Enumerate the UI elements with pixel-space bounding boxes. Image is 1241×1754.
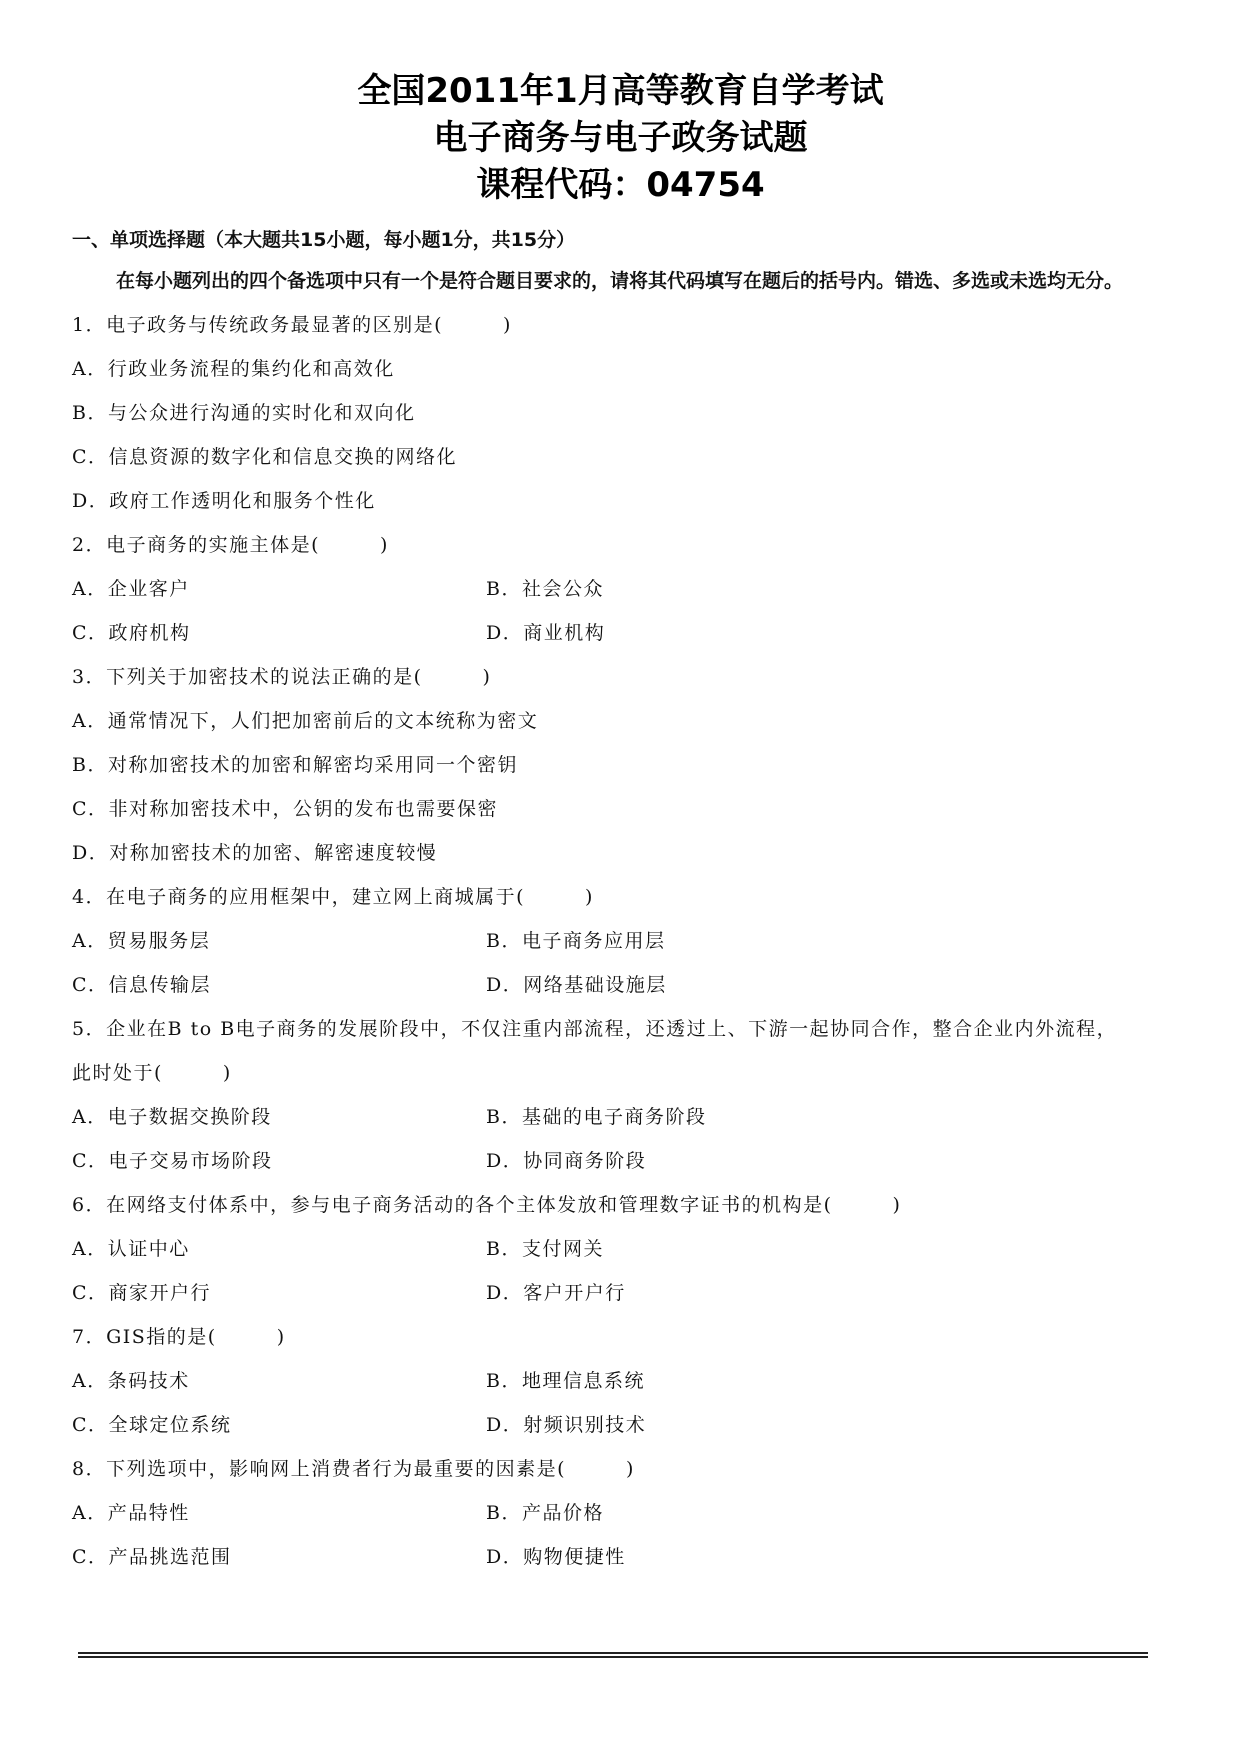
answer-option: A．行政业务流程的集约化和高效化 xyxy=(72,358,395,380)
answer-paren-close: ) xyxy=(380,534,389,556)
answer-option: A．产品特性 xyxy=(72,1502,190,1524)
answer-option-row xyxy=(72,567,1169,611)
answer-option-row xyxy=(72,1403,1169,1447)
answer-paren-close: ) xyxy=(503,314,512,336)
question-stem xyxy=(72,655,1169,699)
question-stem-continued xyxy=(72,1051,1169,1095)
answer-option: C．非对称加密技术中，公钥的发布也需要保密 xyxy=(72,798,499,820)
answer-option-row xyxy=(72,1139,1169,1183)
question-stem xyxy=(72,303,1169,347)
question-text-continued: 此时处于( xyxy=(72,1062,163,1084)
answer-paren-close: ) xyxy=(892,1194,902,1216)
footer-double-rule xyxy=(78,1652,1148,1658)
question-text: 5．企业在B to B电子商务的发展阶段中，不仅注重内部流程，还透过上、下游一起协同合作，整合企业内外流程， xyxy=(72,1018,1118,1040)
course-code: 课程代码：04754 xyxy=(476,165,765,205)
question-list xyxy=(72,303,1169,1579)
subject-title: 电子商务与电子政务试题 xyxy=(433,118,808,158)
question-text: 6．在网络支付体系中，参与电子商务活动的各个主体发放和管理数字证书的机构是( xyxy=(72,1194,833,1216)
answer-paren-close: ) xyxy=(222,1062,232,1084)
answer-option: D．商业机构 xyxy=(486,622,606,644)
answer-option: D．购物便捷性 xyxy=(486,1546,626,1568)
answer-paren-close: ) xyxy=(482,666,492,688)
question-stem xyxy=(72,1183,1169,1227)
answer-option: D．协同商务阶段 xyxy=(486,1150,647,1172)
section-instruction: 在每小题列出的四个备选项中只有一个是符合题目要求的，请将其代码填写在题后的括号内。错选、多选或未选均无分。 xyxy=(116,270,1124,292)
question-stem xyxy=(72,1315,1169,1359)
answer-option: A．企业客户 xyxy=(72,578,190,600)
answer-paren-close: ) xyxy=(585,886,594,908)
answer-option-row xyxy=(72,1535,1169,1579)
section-heading: 一、单项选择题（本大题共15小题，每小题1分，共15分） xyxy=(72,229,576,251)
answer-option-row xyxy=(72,611,1169,655)
answer-option: C．全球定位系统 xyxy=(72,1414,232,1436)
answer-option: C．信息传输层 xyxy=(72,974,212,996)
answer-option: C．商家开户行 xyxy=(72,1282,212,1304)
answer-option-row xyxy=(72,1227,1169,1271)
question-stem xyxy=(72,875,1169,919)
answer-option: A．认证中心 xyxy=(72,1238,190,1260)
answer-option: C．电子交易市场阶段 xyxy=(72,1150,273,1172)
question-text: 2．电子商务的实施主体是( xyxy=(72,534,321,556)
answer-option: D．客户开户行 xyxy=(486,1282,626,1304)
question-stem xyxy=(72,1447,1169,1491)
answer-option: B．产品价格 xyxy=(486,1502,604,1524)
answer-option: B．与公众进行沟通的实时化和双向化 xyxy=(72,402,416,424)
answer-option: B．地理信息系统 xyxy=(486,1370,645,1392)
question-text: 8．下列选项中，影响网上消费者行为最重要的因素是( xyxy=(72,1458,567,1480)
answer-option: D．对称加密技术的加密、解密速度较慢 xyxy=(72,842,438,864)
question-text: 1．电子政务与传统政务最显著的区别是( xyxy=(72,314,444,336)
answer-option: D．政府工作透明化和服务个性化 xyxy=(72,490,376,512)
answer-option-row xyxy=(72,1271,1169,1315)
answer-option-row xyxy=(72,1491,1169,1535)
answer-option: A．贸易服务层 xyxy=(72,930,211,952)
answer-option-row xyxy=(72,919,1169,963)
question-text: 7．GIS指的是( xyxy=(72,1326,217,1348)
answer-paren-close: ) xyxy=(626,1458,635,1480)
answer-option: B．基础的电子商务阶段 xyxy=(486,1106,707,1128)
answer-option: C．信息资源的数字化和信息交换的网络化 xyxy=(72,446,458,468)
question-stem xyxy=(72,1007,1169,1051)
answer-option: D．网络基础设施层 xyxy=(486,974,667,996)
answer-option: C．产品挑选范围 xyxy=(72,1546,232,1568)
answer-option-row xyxy=(72,1095,1169,1139)
exam-title: 全国2011年1月高等教育自学考试 xyxy=(357,71,884,111)
answer-option: A．条码技术 xyxy=(72,1370,190,1392)
answer-option-row xyxy=(72,963,1169,1007)
answer-option: B．对称加密技术的加密和解密均采用同一个密钥 xyxy=(72,754,518,776)
answer-option-row xyxy=(72,1359,1169,1403)
exam-title-block xyxy=(72,68,1169,209)
answer-option: B．社会公众 xyxy=(486,578,604,600)
answer-option: C．政府机构 xyxy=(72,622,191,644)
question-text: 3．下列关于加密技术的说法正确的是( xyxy=(72,666,423,688)
answer-option: D．射频识别技术 xyxy=(486,1414,647,1436)
answer-option: A．电子数据交换阶段 xyxy=(72,1106,272,1128)
answer-option: A．通常情况下，人们把加密前后的文本统称为密文 xyxy=(72,710,539,732)
answer-option: B．电子商务应用层 xyxy=(486,930,666,952)
question-stem xyxy=(72,523,1169,567)
answer-paren-close: ) xyxy=(276,1326,286,1348)
answer-option: B．支付网关 xyxy=(486,1238,604,1260)
question-text: 4．在电子商务的应用框架中，建立网上商城属于( xyxy=(72,886,526,908)
